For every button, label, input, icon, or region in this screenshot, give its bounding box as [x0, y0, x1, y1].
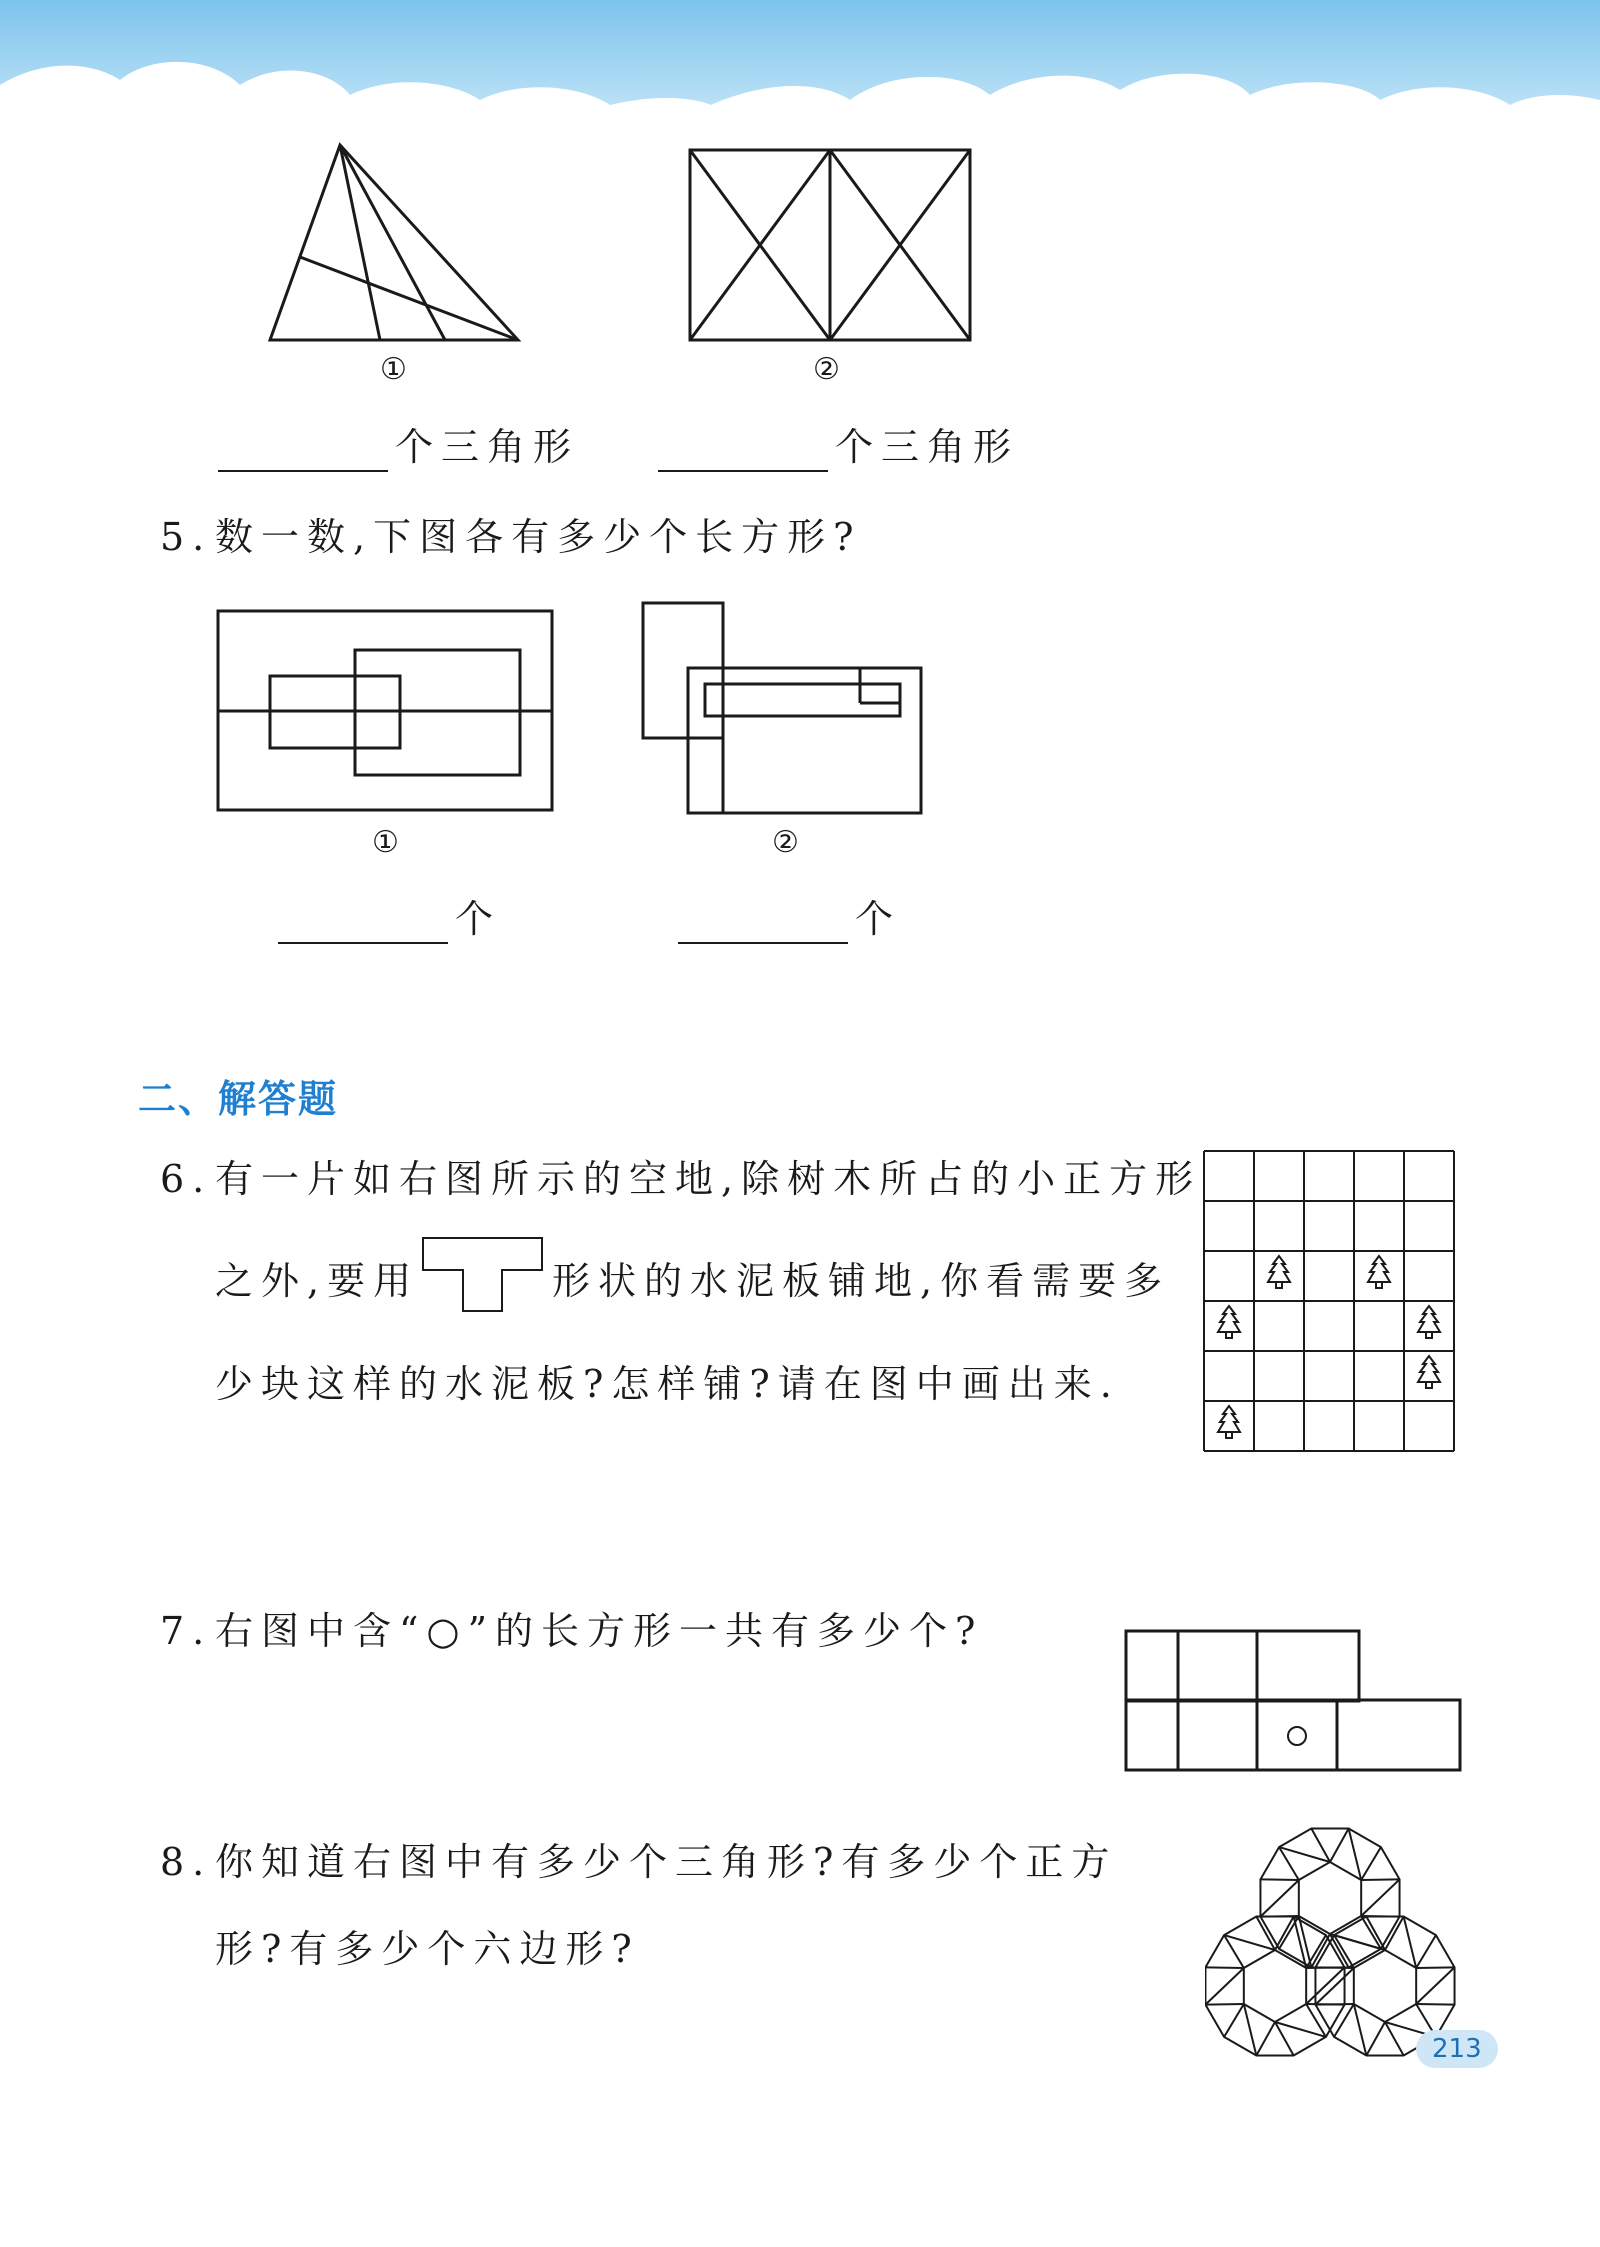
question-number: 7.	[160, 1609, 213, 1653]
tree-icon	[1268, 1256, 1290, 1288]
tile-edge	[1275, 1916, 1294, 1950]
rectangle-grid-figure	[1122, 1627, 1464, 1775]
tile-edge	[1306, 1967, 1344, 2004]
tile-edge	[1385, 1916, 1404, 1950]
tile-edge	[1315, 1968, 1353, 2005]
rectangles-figure-2	[640, 598, 925, 816]
tile-edge	[1330, 1828, 1349, 1862]
tree-icon	[1218, 1306, 1240, 1338]
tile-edge	[1205, 1967, 1243, 1968]
tile-edge	[1260, 1879, 1298, 1880]
answer-suffix: 个	[455, 897, 502, 941]
page-number: 213	[1416, 2030, 1498, 2068]
tile-edge	[1416, 2004, 1454, 2005]
question-number: 6.	[160, 1157, 213, 1201]
tile-edge	[1354, 2004, 1367, 2056]
section-title: 二、解答题	[138, 1077, 339, 1121]
question-text-line-2a: 之外,要用	[215, 1259, 420, 1303]
tree-grid-figure	[1200, 1147, 1460, 1457]
tile-edge	[1416, 1967, 1454, 2004]
answer-suffix: 个三角形	[395, 425, 580, 469]
tile-edge	[1416, 1967, 1454, 1968]
tile-edge	[1306, 1935, 1326, 1968]
question-text-line-3: 少块这样的水泥板?怎样铺?请在图中画出来.	[215, 1362, 1120, 1406]
tile-edge	[1256, 2022, 1275, 2056]
tree-icon	[1368, 1256, 1390, 1288]
tree-icon	[1418, 1356, 1440, 1388]
tile-edge	[1361, 1879, 1399, 1880]
answer-suffix: 个	[855, 897, 902, 941]
figure-label: ①	[372, 825, 399, 860]
rectangles-figure-1	[215, 608, 555, 813]
triangle-figure-1	[260, 140, 530, 350]
tile-edge	[1361, 1879, 1399, 1916]
header-sky-banner	[0, 0, 1600, 130]
tile-edge	[1315, 1967, 1353, 1968]
tile-edge	[1349, 1828, 1362, 1880]
answer-blank[interactable]	[678, 942, 848, 944]
tile-edge	[1404, 1916, 1417, 1968]
answer-blank[interactable]	[218, 470, 388, 472]
figure-label: ①	[380, 352, 407, 387]
tile-edge	[1334, 2004, 1354, 2037]
answer-suffix: 个三角形	[835, 425, 1020, 469]
answer-blank[interactable]	[278, 942, 448, 944]
tile-edge	[1244, 2004, 1257, 2056]
tile-edge	[1315, 2004, 1353, 2005]
tile-edge	[1205, 1968, 1243, 2005]
answer-blank[interactable]	[658, 470, 828, 472]
tile-edge	[1224, 2004, 1244, 2037]
tile-edge	[1416, 1935, 1436, 1968]
t-shape-icon	[420, 1235, 545, 1315]
question-text-line-2b: 形状的水泥板铺地,你看需要多	[552, 1259, 1171, 1303]
question-number: 8.	[160, 1840, 213, 1884]
hexagon-shape	[1299, 1862, 1361, 1934]
question-text-line-1: 你知道右图中有多少个三角形?有多少个正方	[215, 1840, 1118, 1884]
question-text: 右图中含“○”的长方形一共有多少个?	[215, 1609, 984, 1653]
question-text-line-1: 有一片如右图所示的空地,除树木所占的小正方形	[215, 1157, 1202, 1201]
hexagon-shape	[1244, 1950, 1306, 2022]
tile-edge	[1205, 2004, 1243, 2005]
figure-label: ②	[813, 352, 840, 387]
hexagon-shape	[1354, 1950, 1416, 2022]
rectangle-x-figure-2	[685, 145, 975, 345]
tree-icon	[1218, 1406, 1240, 1438]
question-number: 5.	[160, 515, 213, 559]
tree-icon	[1418, 1306, 1440, 1338]
tile-edge	[1260, 1880, 1298, 1917]
question-text: 数一数,下图各有多少个长方形?	[215, 515, 862, 559]
tile-edge	[1366, 2022, 1385, 2056]
question-text-line-2: 形?有多少个六边形?	[215, 1927, 640, 1971]
figure-label: ②	[772, 825, 799, 860]
tile-edge	[1361, 1847, 1381, 1880]
tile-edge	[1279, 1916, 1299, 1949]
